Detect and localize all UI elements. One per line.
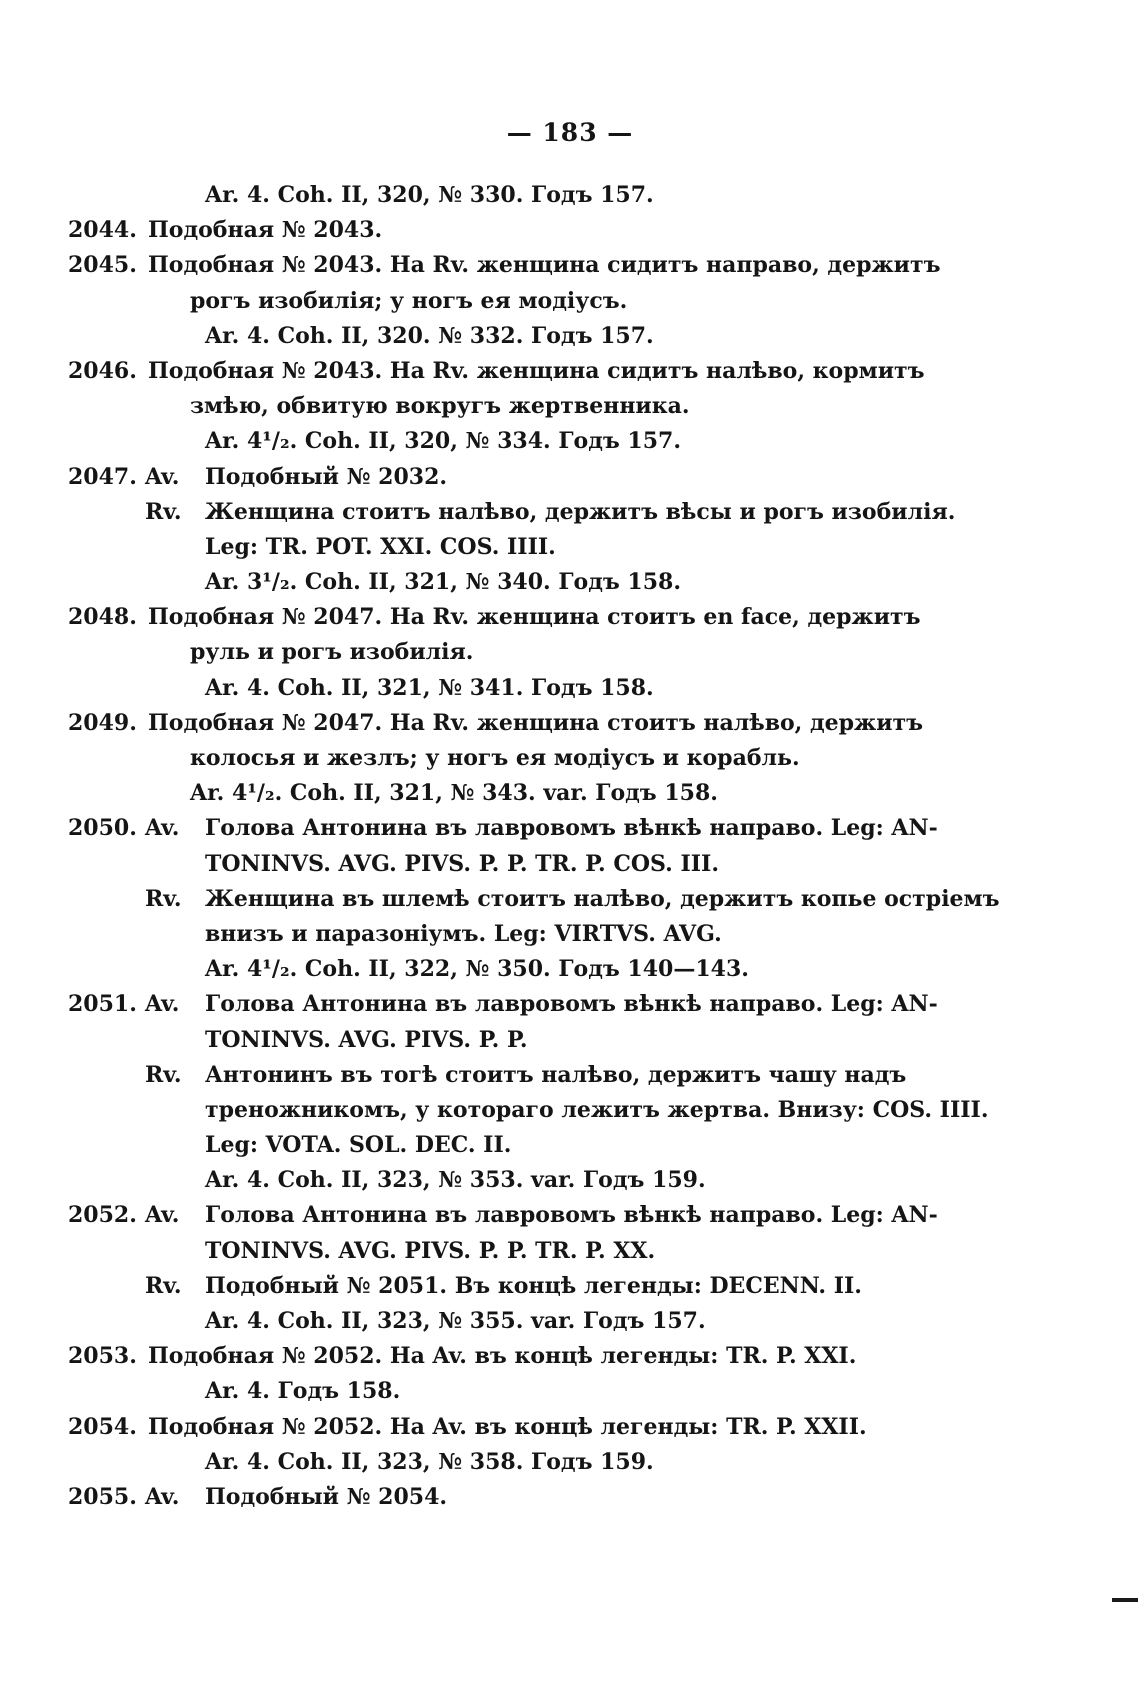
line-text: Подобная № 2047. На Rv. женщина стоитъ налѣво, держитъ xyxy=(148,709,924,736)
line-text: Подобная № 2052. На Av. въ концѣ легенды: TR. P. XXI. xyxy=(148,1343,857,1370)
line-text: Ar. 4. Coh. II, 323, № 355. var. Годъ 157. xyxy=(205,1308,706,1334)
page-number: — 183 — xyxy=(506,118,634,147)
text-line xyxy=(0,776,1140,811)
text-line xyxy=(0,1445,1140,1480)
line-text: Ar. 4. Coh. II, 320, № 330. Годъ 157. xyxy=(205,182,654,208)
text-line xyxy=(0,1093,1140,1128)
line-text: Женщина стоитъ налѣво, держитъ вѣсы и рогъ изобилія. xyxy=(205,498,956,525)
text-line xyxy=(0,847,1140,882)
entry-number: 2045. xyxy=(68,252,137,279)
entry-number: 2055. xyxy=(68,1483,137,1510)
entry-line xyxy=(0,460,1140,495)
text-line xyxy=(0,178,1140,213)
line-text: Голова Антонина въ лавровомъ вѣнкѣ направо. Leg: AN- xyxy=(205,815,938,842)
line-text: змѣю, обвитую вокругъ жертвенника. xyxy=(190,393,690,420)
line-text: Подобная № 2043. xyxy=(148,217,383,244)
entry-number: 2051. xyxy=(68,991,137,1018)
line-text: колосья и жезлъ; у ногъ ея модіусъ и корабль. xyxy=(190,745,800,771)
line-text: Ar. 4¹/₂. Coh. II, 321, № 343. var. Годъ 158. xyxy=(190,780,718,807)
text-line xyxy=(0,671,1140,706)
line-text: Ar. 4. Coh. II, 323, № 353. var. Годъ 159. xyxy=(205,1167,706,1194)
text-line xyxy=(0,1374,1140,1409)
line-text: Ar. 4. Годъ 158. xyxy=(205,1378,401,1405)
text-line xyxy=(0,284,1140,319)
text-line xyxy=(0,635,1140,670)
line-text: Подобная № 2047. На Rv. женщина стоитъ en face, держитъ xyxy=(148,604,921,631)
text-line xyxy=(0,952,1140,987)
entry-line xyxy=(0,213,1140,248)
side-label: Rv. xyxy=(145,498,182,525)
entry-line xyxy=(0,1339,1140,1374)
text-line xyxy=(0,1023,1140,1058)
entry-number: 2047. xyxy=(68,463,137,490)
text-line xyxy=(0,1163,1140,1198)
entry-number: 2046. xyxy=(68,357,137,384)
line-text: TONINVS. AVG. PIVS. P. P. TR. P. XX. xyxy=(205,1237,656,1264)
entry-line xyxy=(0,706,1140,741)
side-label: Av. xyxy=(145,1202,180,1229)
line-text: Leg: VOTA. SOL. DEC. II. xyxy=(205,1132,512,1159)
line-text: Подобная № 2043. На Rv. женщина сидитъ налѣво, кормитъ xyxy=(148,357,925,384)
entry-number: 2054. xyxy=(68,1413,137,1440)
line-text: Подобный № 2051. Въ концѣ легенды: DECENN. II. xyxy=(205,1272,862,1299)
line-text: TONINVS. AVG. PIVS. P. P. TR. P. COS. III. xyxy=(205,850,719,877)
text-line xyxy=(0,424,1140,459)
line-text: Ar. 4¹/₂. Coh. II, 320, № 334. Годъ 157. xyxy=(205,428,681,455)
line-text: Leg: TR. POT. XXI. COS. IIII. xyxy=(205,533,556,560)
text-line xyxy=(0,565,1140,600)
line-text: Антонинъ въ тогѣ стоитъ налѣво, держитъ чашу надъ xyxy=(205,1061,907,1088)
line-text: Ar. 3¹/₂. Coh. II, 321, № 340. Годъ 158. xyxy=(205,569,681,596)
entry-number: 2052. xyxy=(68,1202,137,1229)
entry-line xyxy=(0,1480,1140,1515)
entry-line xyxy=(0,1198,1140,1233)
line-text: руль и рогъ изобилія. xyxy=(190,639,474,666)
line-text: Ar. 4. Coh. II, 320. № 332. Годъ 157. xyxy=(205,322,654,349)
line-text: внизъ и паразоніумъ. Leg: VIRTVS. AVG. xyxy=(205,920,722,947)
text-line xyxy=(0,1058,1140,1093)
line-text: Подобная № 2052. На Av. въ концѣ легенды: TR. P. XXII. xyxy=(148,1413,867,1440)
entry-line xyxy=(0,987,1140,1022)
catalog-entries xyxy=(0,178,1140,1515)
line-text: Подобный № 2054. xyxy=(205,1483,448,1510)
entry-line xyxy=(0,600,1140,635)
side-label: Av. xyxy=(145,1483,180,1510)
text-line xyxy=(0,495,1140,530)
side-label: Rv. xyxy=(145,1061,182,1088)
text-line xyxy=(0,1128,1140,1163)
entry-line xyxy=(0,1410,1140,1445)
line-text: рогъ изобилія; у ногъ ея модіусъ. xyxy=(190,287,628,314)
entry-number: 2050. xyxy=(68,815,137,842)
side-label: Av. xyxy=(145,815,180,842)
text-line xyxy=(0,1234,1140,1269)
text-line xyxy=(0,1269,1140,1304)
entry-number: 2053. xyxy=(68,1343,137,1370)
entry-line xyxy=(0,354,1140,389)
line-text: Подобный № 2032. xyxy=(205,463,448,490)
side-label: Rv. xyxy=(145,885,182,912)
text-line xyxy=(0,741,1140,776)
line-text: Ar. 4. Coh. II, 321, № 341. Годъ 158. xyxy=(205,674,654,701)
entry-number: 2049. xyxy=(68,709,137,736)
text-line xyxy=(0,389,1140,424)
side-label: Av. xyxy=(145,463,180,490)
text-line xyxy=(0,1304,1140,1339)
line-text: Ar. 4. Coh. II, 323, № 358. Годъ 159. xyxy=(205,1448,654,1475)
text-line xyxy=(0,319,1140,354)
line-text: Женщина въ шлемѣ стоитъ налѣво, держитъ копье остріемъ xyxy=(205,885,1000,912)
line-text: Голова Антонина въ лавровомъ вѣнкѣ направо. Leg: AN- xyxy=(205,991,938,1018)
scan-edge-mark xyxy=(1112,1598,1138,1602)
entry-number: 2044. xyxy=(68,217,137,244)
entry-line xyxy=(0,248,1140,283)
line-text: Ar. 4¹/₂. Coh. II, 322, № 350. Годъ 140—143. xyxy=(205,956,749,983)
line-text: Голова Антонина въ лавровомъ вѣнкѣ направо. Leg: AN- xyxy=(205,1202,938,1229)
line-text: треножникомъ, у котораго лежитъ жертва. Внизу: COS. IIII. xyxy=(205,1096,989,1123)
text-line xyxy=(0,882,1140,917)
side-label: Rv. xyxy=(145,1272,182,1299)
entry-line xyxy=(0,811,1140,846)
side-label: Av. xyxy=(145,991,180,1018)
line-text: TONINVS. AVG. PIVS. P. P. xyxy=(205,1026,528,1053)
text-line xyxy=(0,530,1140,565)
entry-number: 2048. xyxy=(68,604,137,631)
line-text: Подобная № 2043. На Rv. женщина сидитъ направо, держитъ xyxy=(148,252,941,279)
text-line xyxy=(0,917,1140,952)
